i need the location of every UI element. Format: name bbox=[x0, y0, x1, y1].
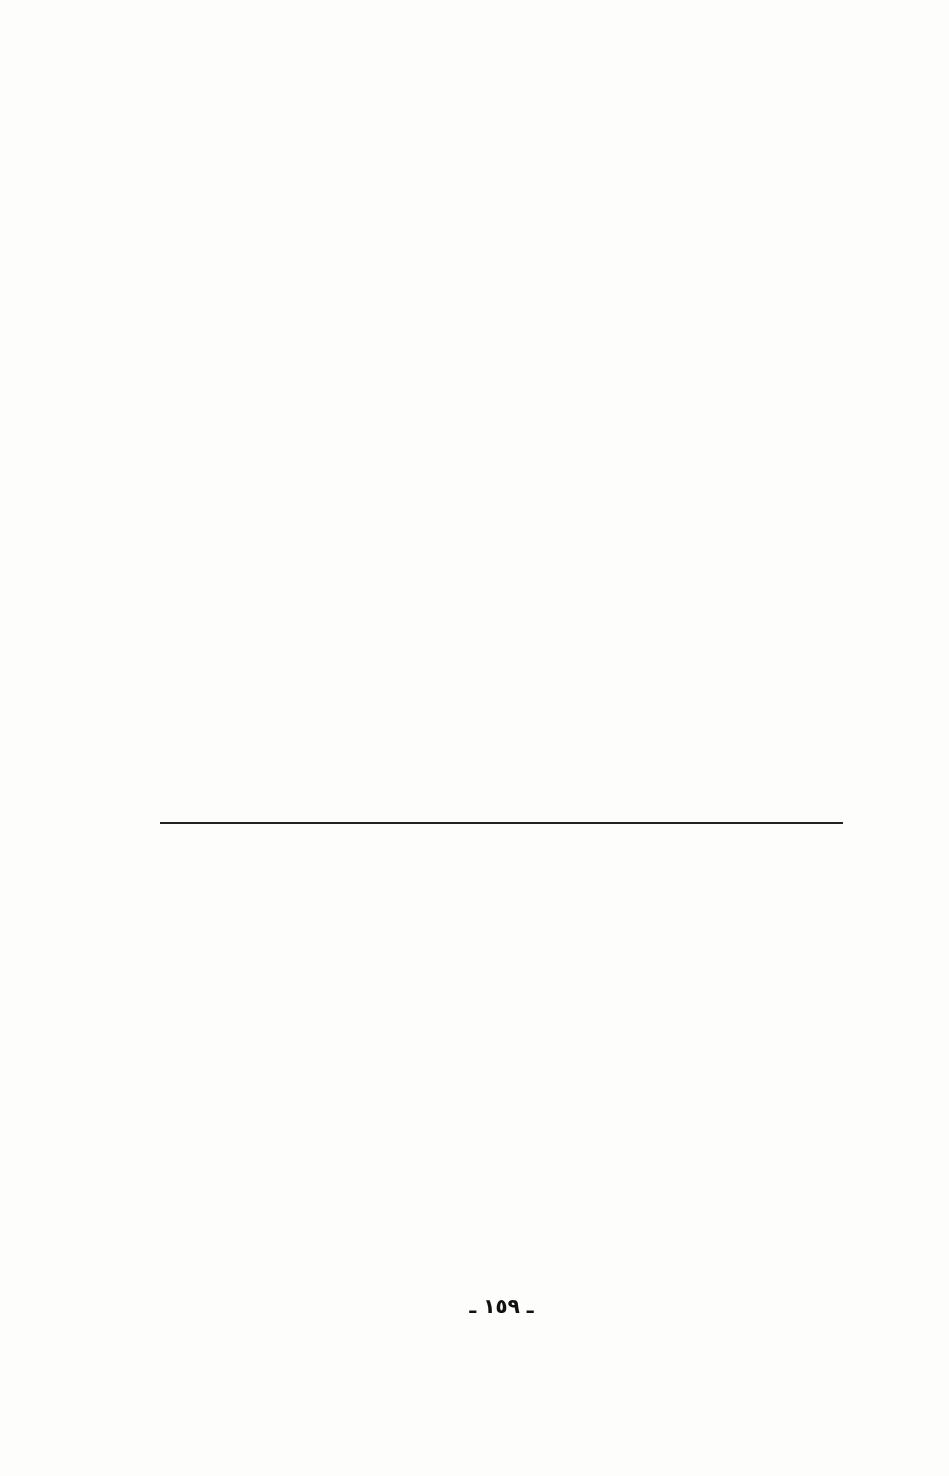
footnote-line bbox=[160, 1029, 843, 1062]
text-line bbox=[160, 282, 843, 322]
footnote bbox=[160, 1224, 843, 1257]
text-line bbox=[160, 495, 843, 535]
footnotes bbox=[160, 834, 843, 1257]
footnote bbox=[160, 1094, 843, 1192]
footnote bbox=[160, 834, 843, 867]
text-line bbox=[160, 695, 843, 735]
footnote-line bbox=[160, 997, 843, 1030]
text-line bbox=[160, 535, 843, 575]
text-line bbox=[160, 735, 843, 775]
text-line bbox=[160, 198, 843, 232]
footnote-line bbox=[160, 932, 843, 965]
text-line bbox=[160, 615, 843, 655]
footnote-line bbox=[160, 867, 843, 900]
footnote-line bbox=[160, 1192, 843, 1225]
page-number: ـ ١٥٩ ـ bbox=[469, 1294, 534, 1318]
footnote-line bbox=[160, 1127, 843, 1160]
text-line bbox=[160, 402, 843, 442]
footnote bbox=[160, 867, 843, 900]
text-line bbox=[160, 655, 843, 695]
footnote-line bbox=[160, 1159, 843, 1192]
footnote-line bbox=[160, 1224, 843, 1257]
footnote bbox=[160, 899, 843, 964]
text-line bbox=[160, 362, 843, 402]
text-line bbox=[160, 242, 843, 282]
text-line bbox=[160, 575, 843, 615]
paragraph bbox=[160, 495, 843, 815]
text-line bbox=[160, 442, 843, 482]
footnote bbox=[160, 997, 843, 1030]
footnote-line bbox=[160, 834, 843, 867]
footnote bbox=[160, 964, 843, 997]
footnote-separator bbox=[160, 822, 843, 824]
footnote-line bbox=[160, 899, 843, 932]
footnote-line bbox=[160, 1094, 843, 1127]
text-line bbox=[160, 322, 843, 362]
footnote bbox=[160, 1192, 843, 1225]
paragraph bbox=[160, 242, 843, 482]
footnote-line bbox=[160, 964, 843, 997]
text-line bbox=[160, 775, 843, 815]
footnote-line bbox=[160, 1062, 843, 1095]
footnote bbox=[160, 1029, 843, 1094]
section-heading bbox=[160, 198, 843, 232]
